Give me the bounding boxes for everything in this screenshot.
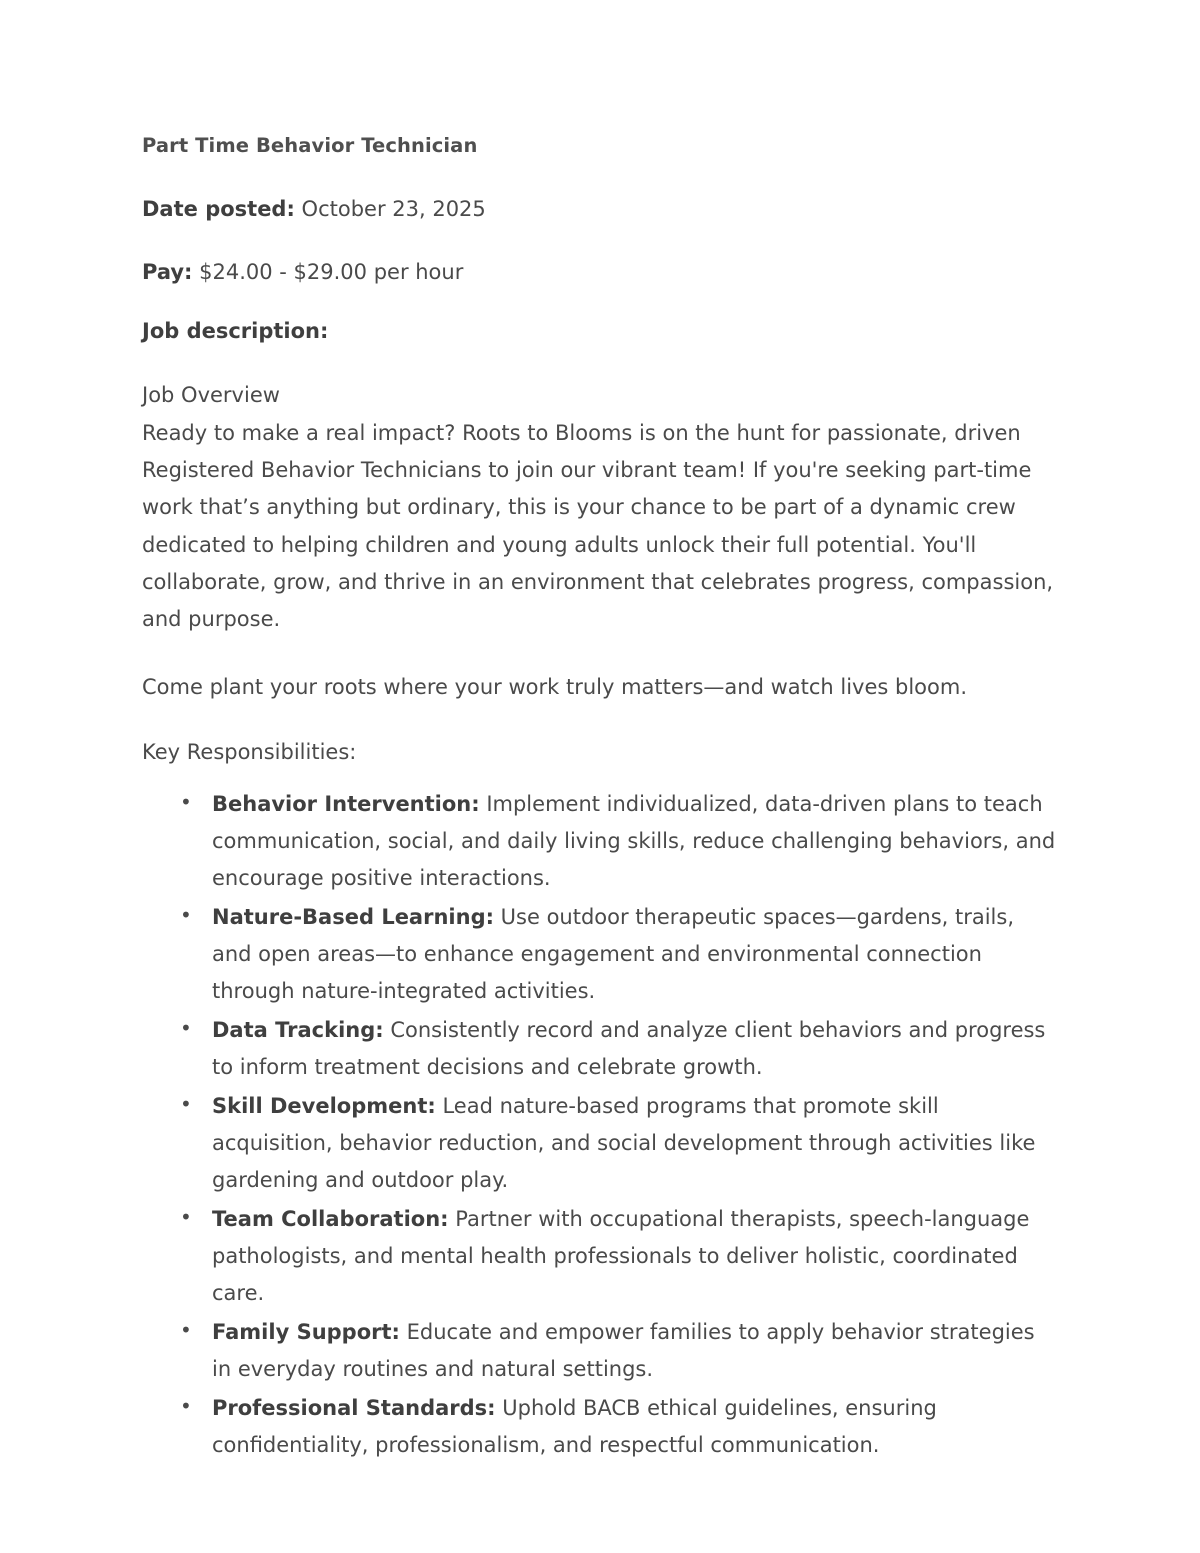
- date-posted-value: October 23, 2025: [294, 197, 486, 222]
- list-item-text: Partner with occupational therapists, speech-language pathologists, and mental health professionals to deliver holistic, coordinated care.: [212, 1206, 1030, 1306]
- list-item: [142, 1012, 1060, 1087]
- list-item: [142, 1201, 1060, 1313]
- list-item-term: Team Collaboration:: [212, 1206, 449, 1231]
- date-posted-line: [142, 194, 1060, 224]
- list-item-term: Professional Standards:: [212, 1395, 496, 1420]
- list-item-term: Skill Development:: [212, 1093, 436, 1118]
- list-item-text: Consistently record and analyze client behaviors and progress to inform treatment decisions and celebrate growth.: [212, 1017, 1046, 1080]
- list-item: [142, 786, 1060, 898]
- list-item: [142, 899, 1060, 1011]
- list-item: [142, 1088, 1060, 1200]
- closing-line: Come plant your roots where your work truly matters—and watch lives bloom.: [142, 674, 968, 699]
- list-item-text: Lead nature-based programs that promote skill acquisition, behavior reduction, and social development through activities like gardening and outdoor play.: [212, 1093, 1036, 1193]
- job-overview-heading: Job Overview: [142, 383, 280, 408]
- job-overview-block: [142, 377, 1060, 639]
- pay-value: $24.00 - $29.00 per hour: [192, 259, 464, 284]
- list-item-text: Implement individualized, data-driven plans to teach communication, social, and daily living skills, reduce challenging behaviors, and encourage positive interactions.: [212, 791, 1056, 891]
- pay-label: Pay:: [142, 259, 193, 284]
- responsibilities-label: Key Responsibilities:: [142, 740, 357, 765]
- list-item-text: Educate and empower families to apply behavior strategies in everyday routines and natural settings.: [212, 1319, 1035, 1382]
- page-title: Part Time Behavior Technician: [142, 134, 478, 157]
- list-item: [142, 1390, 1060, 1465]
- list-item-term: Behavior Intervention:: [212, 791, 480, 816]
- list-item-text: Uphold BACB ethical guidelines, ensuring confidentiality, professionalism, and respectful communication.: [212, 1395, 937, 1457]
- list-item-term: Nature-Based Learning:: [212, 904, 494, 929]
- job-overview-body: Ready to make a real impact? Roots to Blooms is on the hunt for passionate, driven Registered Behavior Technicians to join our vibrant team! If you're seeking part-time work that’s anything but ordinary, this is your chance to be part of a dynamic crew dedicated to helping children and young adults unlock their full potential. You'll collaborate, grow, and thrive in an environment that celebrates progress, compassion, and purpose.: [142, 420, 1054, 632]
- pay-line: [142, 257, 1060, 287]
- responsibilities-list: [142, 786, 1060, 1465]
- date-posted-label: Date posted:: [142, 197, 295, 222]
- list-item: [142, 1314, 1060, 1389]
- list-item-term: Family Support:: [212, 1319, 400, 1344]
- list-item-term: Data Tracking:: [212, 1017, 384, 1042]
- list-item-text: Use outdoor therapeutic spaces—gardens, trails, and open areas—to enhance engagement and environmental connection through nature-integrated activities.: [212, 904, 1015, 1004]
- job-description-heading: Job description:: [142, 319, 329, 344]
